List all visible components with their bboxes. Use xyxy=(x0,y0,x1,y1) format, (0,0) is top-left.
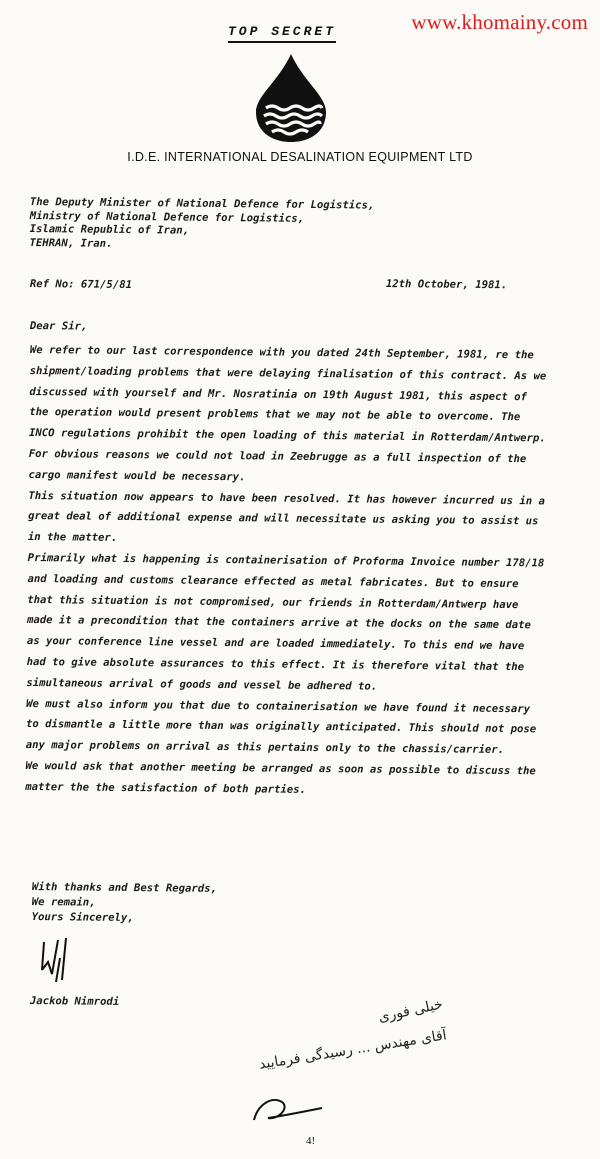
closing-line: We remain, xyxy=(31,895,96,909)
body-paragraph: This situation now appears to have been resolved. It has however incurred us in a great deal of additional expense and will necessitate us asking you to assist us in the matter. xyxy=(27,489,546,545)
closing-block xyxy=(32,880,217,927)
body-paragraph: We refer to our last correspondence with you dated 24th September, 1981, re the shipment/loading problems that were delaying finalisation of this contract. As we discussed with yourself and Mr. Nosratinia on 19th August 1981, this aspect of the operation would present problems that we may not be able to overcome. The INCO regulations prohibit the open loading of this material in Rotterdam/Antwerp. For obvious reasons we could not load in Zeebrugge as a full inspection of the cargo manifest would be necessary. xyxy=(28,343,547,484)
body-paragraph: We would ask that another meeting be arranged as soon as possible to discuss the matter the the satisfaction of both parties. xyxy=(25,759,536,796)
water-drop-logo xyxy=(252,52,330,144)
addressee-line: The Deputy Minister of National Defence for Logistics, xyxy=(29,196,375,212)
addressee-line: Ministry of National Defence for Logistics, xyxy=(29,209,305,225)
addressee-block xyxy=(29,196,374,254)
salutation: Dear Sir, xyxy=(29,320,88,333)
handwritten-note-bottom: آقای مهندس ... رسیدگی فرمایید xyxy=(257,1027,448,1073)
addressee-line: Islamic Republic of Iran, xyxy=(29,222,190,237)
closing-line: With thanks and Best Regards, xyxy=(31,880,217,895)
letter-body xyxy=(25,340,550,803)
body-paragraph: We must also inform you that due to containerisation we have found it necessary to dismantle a little more than was originally anticipated. This should not pose any major problems on arrival as this pertains only to the chassis/carrier. xyxy=(25,697,537,757)
reference-number: Ref No: 671/5/81 xyxy=(29,278,133,292)
closing-line: Yours Sincerely, xyxy=(31,910,134,925)
signature-mark xyxy=(30,930,90,990)
body-paragraph: Primarily what is happening is containerisation of Proforma Invoice number 178/18 and loading and customs clearance effected as metal fabricates. But to ensure that this situation is not compromised, our friends in Rotterdam/Antwerp have made it a precondition that the containers arrive at the docks on the same date as your conference line vessel and are loaded immediately. To this end we have had to give absolute assurances to this effect. It is therefore vital that the simultaneous arrival of goods and vessel be adhered to. xyxy=(26,551,545,693)
classification-heading: TOP SECRET xyxy=(228,24,336,43)
handwritten-signature xyxy=(248,1090,328,1130)
handwritten-note-top: خیلی فوری xyxy=(377,996,445,1026)
signatory-name: Jackob Nimrodi xyxy=(29,995,120,1008)
handwritten-mark: 4! xyxy=(306,1135,316,1147)
site-watermark-url: www.khomainy.com xyxy=(411,10,588,34)
addressee-line: TEHRAN, Iran. xyxy=(29,236,113,250)
company-letterhead: I.D.E. INTERNATIONAL DESALINATION EQUIPMENT LTD xyxy=(127,150,473,164)
letter-date: 12th October, 1981. xyxy=(385,278,508,292)
